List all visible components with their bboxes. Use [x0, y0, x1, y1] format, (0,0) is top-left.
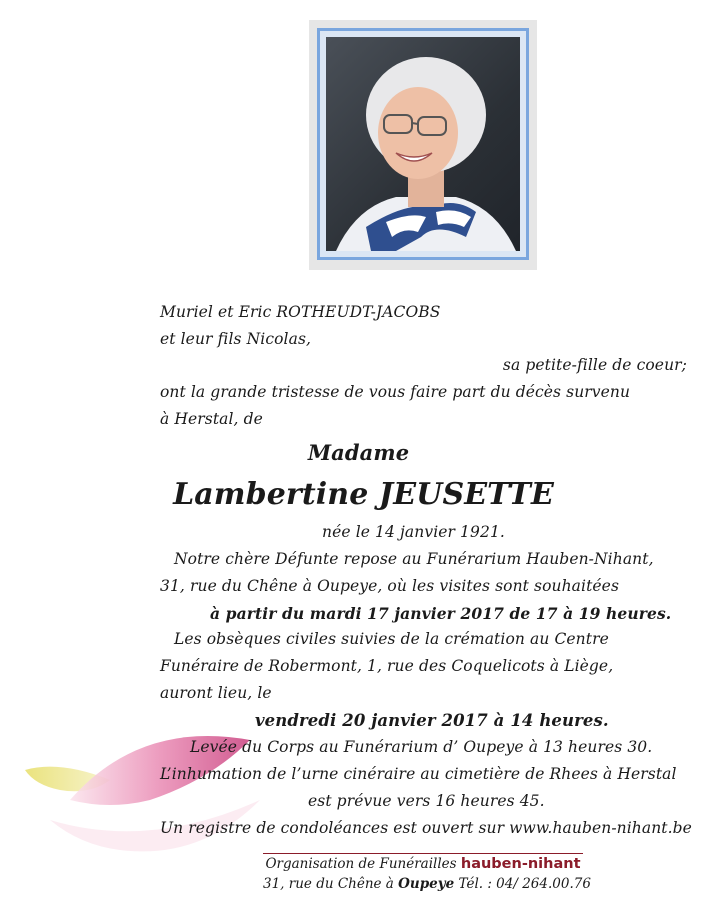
- portrait-frame: [309, 20, 537, 270]
- portrait-illustration: [326, 37, 520, 251]
- footer-address-prefix: 31, rue du Chêne à: [263, 876, 394, 892]
- announcement-line-2: à Herstal, de: [160, 410, 263, 428]
- footer-phone: Tél. : 04/ 264.00.76: [458, 876, 591, 892]
- family-line-2: et leur fils Nicolas,: [160, 330, 312, 348]
- announcement-line-1: ont la grande tristesse de vous faire part du décès survenu: [160, 383, 631, 401]
- footer-organisation: [263, 856, 583, 872]
- funeral-line-2: Funéraire de Robermont, 1, rue des Coquelicots à Liège,: [160, 657, 614, 675]
- visitation-line-3: à partir du mardi 17 janvier 2017 de 17 à 19 heures.: [210, 604, 672, 623]
- funeral-date: vendredi 20 janvier 2017 à 14 heures.: [255, 711, 609, 730]
- family-line-3: sa petite-fille de coeur;: [502, 356, 687, 374]
- footer-address: [263, 876, 591, 892]
- funeral-line-1: Les obsèques civiles suivies de la crémation au Centre: [174, 630, 609, 648]
- deceased-name: Lambertine JEUSETTE: [173, 477, 554, 512]
- funeral-line-6: est prévue vers 16 heures 45.: [308, 792, 545, 810]
- portrait-border: [317, 28, 529, 260]
- condolence-register: Un registre de condoléances est ouvert sur www.hauben-nihant.be: [160, 819, 692, 837]
- funeral-line-5: L’inhumation de l’urne cinéraire au cimetière de Rhees à Herstal: [160, 765, 677, 783]
- deceased-title: Madame: [307, 440, 410, 465]
- footer-address-city: Oupeye: [398, 876, 455, 892]
- footer-org-label: Organisation de Funérailles: [265, 856, 457, 872]
- family-line-1: Muriel et Eric ROTHEUDT-JACOBS: [160, 303, 441, 321]
- visitation-line-1: Notre chère Défunte repose au Funérarium Hauben-Nihant,: [174, 550, 654, 568]
- funeral-line-3: auront lieu, le: [160, 684, 272, 702]
- visitation-line-2: 31, rue du Chêne à Oupeye, où les visites sont souhaitées: [160, 577, 619, 595]
- deceased-born: née le 14 janvier 1921.: [322, 523, 505, 541]
- footer-divider: [263, 853, 583, 854]
- funeral-line-4: Levée du Corps au Funérarium d’ Oupeye à 13 heures 30.: [190, 738, 653, 756]
- footer-brand: hauben-nihant: [460, 856, 581, 872]
- portrait-photo: [326, 37, 520, 251]
- lotus-petal-decoration: [0, 700, 290, 900]
